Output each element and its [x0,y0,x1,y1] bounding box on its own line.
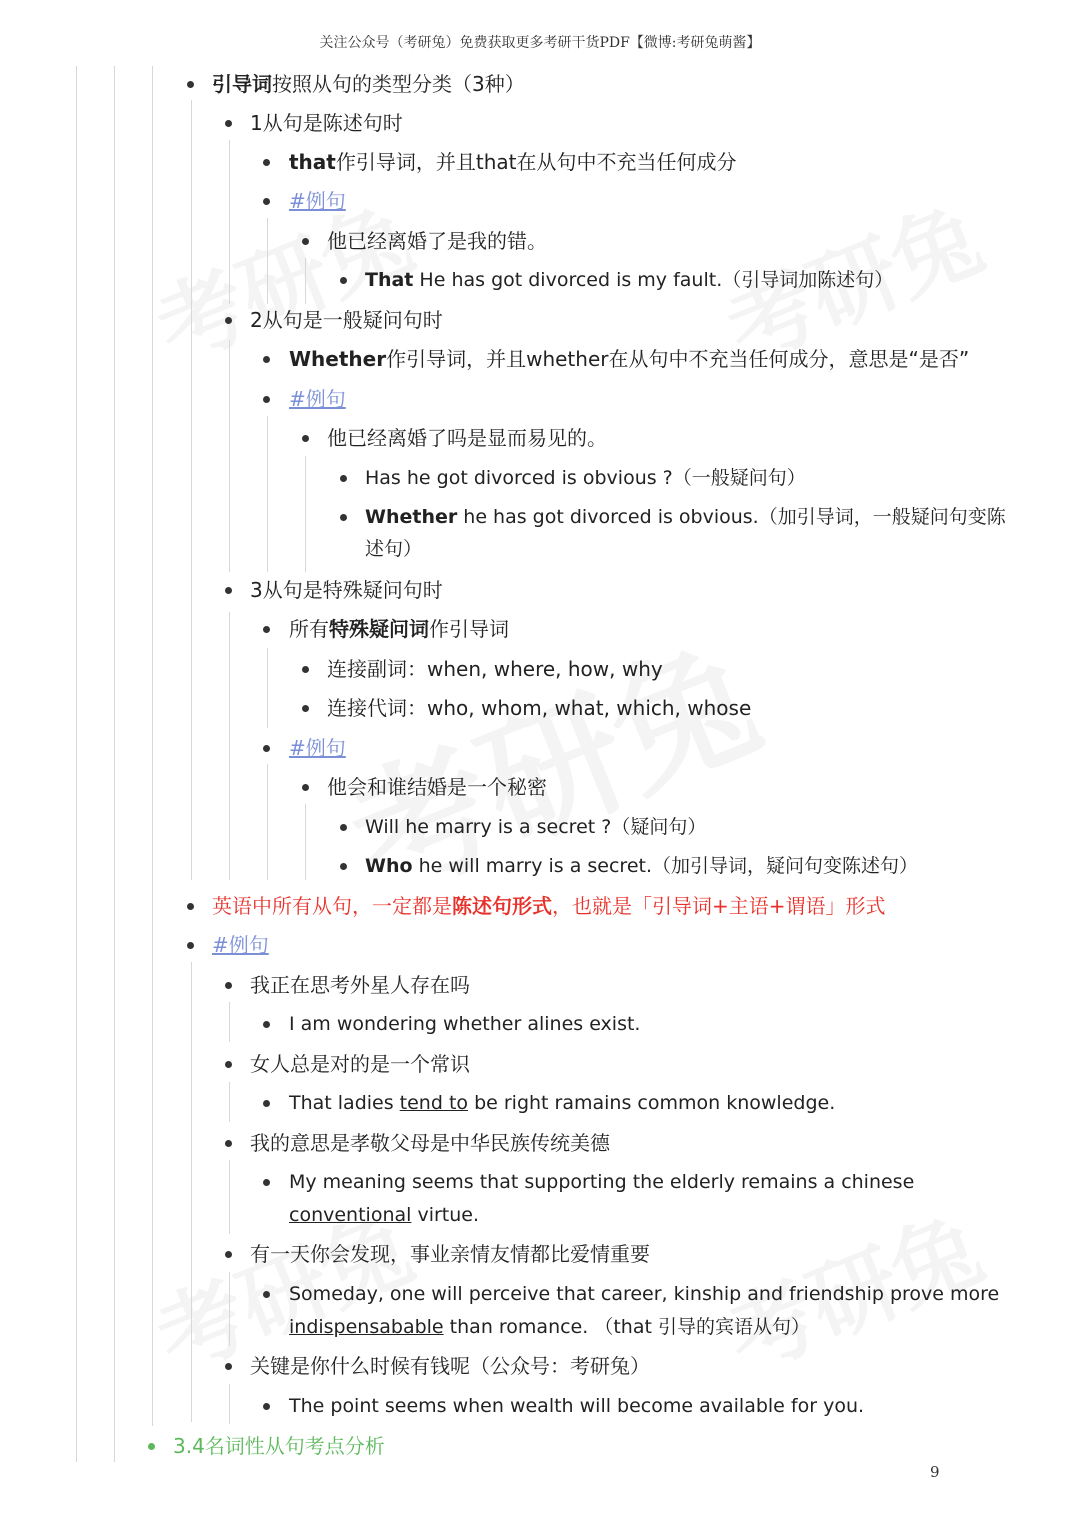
list-item: That ladies tend to be right ramains common knowledge. [289,1092,836,1114]
rule-statement: 英语中所有从句，一定都是陈述句形式，也就是「引导词+主语+谓语」形式 [212,894,886,918]
indent-guide [229,140,230,304]
bullet [225,120,232,127]
indent-guide [152,66,153,1426]
list-item: 我正在思考外星人存在吗 [250,973,470,997]
list-item: 我的意思是孝敬父母是中华民族传统美德 [250,1131,610,1155]
bullet [187,81,194,88]
list-item: Will he marry is a secret ?（疑问句） [365,816,707,838]
bullet [263,396,270,403]
example-tag-link[interactable]: #例句 [289,387,346,411]
bullet [340,514,347,521]
bullet [263,159,270,166]
list-item: 所有特殊疑问词作引导词 [289,617,509,641]
bullet [225,587,232,594]
list-item: My meaning seems that supporting the elderly remains a chinese [289,1171,915,1193]
bullet [263,1291,270,1298]
indent-guide [267,648,268,728]
indent-guide [229,1082,230,1122]
section-heading-link[interactable]: 3.4名词性从句考点分析 [173,1434,385,1458]
list-item: 连接副词：when, where, how, why [327,657,663,681]
example-tag-link[interactable]: #例句 [289,736,346,760]
bullet [187,942,194,949]
bullet [340,863,347,870]
list-item: 引导词按照从句的类型分类（3种） [212,72,525,96]
list-item: 1从句是陈述句时 [250,111,403,135]
bold-term: 引导词 [212,72,272,96]
list-item: That He has got divorced is my fault.（引导词加陈述句） [365,269,894,291]
indent-guide [76,66,77,1462]
list-item: 2从句是一般疑问句时 [250,308,443,332]
bullet [302,435,309,442]
bullet [225,1061,232,1068]
indent-guide [267,218,268,304]
list-item-continuation: indispensabable than romance. （that 引导的宾语从句） [289,1316,810,1338]
list-item: 关键是你什么时候有钱呢（公众号：考研兔） [250,1354,650,1378]
bullet [263,198,270,205]
bullet [340,475,347,482]
bullet [263,745,270,752]
list-item: Whether he has got divorced is obvious.（加引导词，一般疑问句变陈 [365,506,1006,528]
indent-guide [229,1160,230,1234]
bullet [187,903,194,910]
bullet [263,1179,270,1186]
list-item: 他已经离婚了是我的错。 [327,229,547,253]
page-header: 关注公众号（考研兔）免费获取更多考研干货PDF【微博:考研兔萌酱】 [319,35,761,51]
bullet [225,1363,232,1370]
bullet [225,317,232,324]
list-item: 3从句是特殊疑问句时 [250,578,443,602]
bullet [263,356,270,363]
indent-guide [229,612,230,880]
bullet [340,824,347,831]
list-item: The point seems when wealth will become available for you. [289,1395,865,1417]
bullet [302,666,309,673]
bullet [263,1021,270,1028]
indent-guide [305,804,306,880]
example-tag-link[interactable]: #例句 [289,189,346,213]
indent-guide [114,66,115,1462]
list-item: Whether作引导词，并且whether在从句中不充当任何成分，意思是“是否” [289,347,970,371]
indent-guide [191,962,192,1422]
bullet [225,1251,232,1258]
bullet [225,1140,232,1147]
bullet [340,277,347,284]
indent-guide [229,1272,230,1346]
bullet [225,982,232,989]
indent-guide [267,416,268,572]
indent-guide [305,456,306,572]
list-item: 他会和谁结婚是一个秘密 [327,775,547,799]
bullet [302,784,309,791]
bullet [263,1403,270,1410]
indent-guide [229,1002,230,1042]
bullet [263,1100,270,1107]
page-number: 9 [930,1463,940,1481]
bullet [148,1443,155,1450]
list-item: 有一天你会发现，事业亲情友情都比爱情重要 [250,1242,650,1266]
list-item: Someday, one will perceive that career, kinship and friendship prove more [289,1283,1000,1305]
list-item-continuation: conventional virtue. [289,1204,480,1226]
indent-guide [229,340,230,572]
list-item: 连接代词：who, whom, what, which, whose [327,696,752,720]
list-item-continuation: 述句） [365,538,423,560]
indent-guide [229,1384,230,1424]
bullet [302,705,309,712]
list-item: Who he will marry is a secret.（加引导词，疑问句变陈述句） [365,855,919,877]
list-item: Has he got divorced is obvious ?（一般疑问句） [365,467,806,489]
list-item: 他已经离婚了吗是显而易见的。 [327,426,607,450]
bullet [263,626,270,633]
indent-guide [267,764,268,880]
example-tag-link[interactable]: #例句 [212,933,269,957]
indent-guide [191,100,192,880]
list-item: 女人总是对的是一个常识 [250,1052,470,1076]
list-item: I am wondering whether alines exist. [289,1013,641,1035]
bullet [302,238,309,245]
indent-guide [305,258,306,304]
list-item: that作引导词，并且that在从句中不充当任何成分 [289,150,737,174]
